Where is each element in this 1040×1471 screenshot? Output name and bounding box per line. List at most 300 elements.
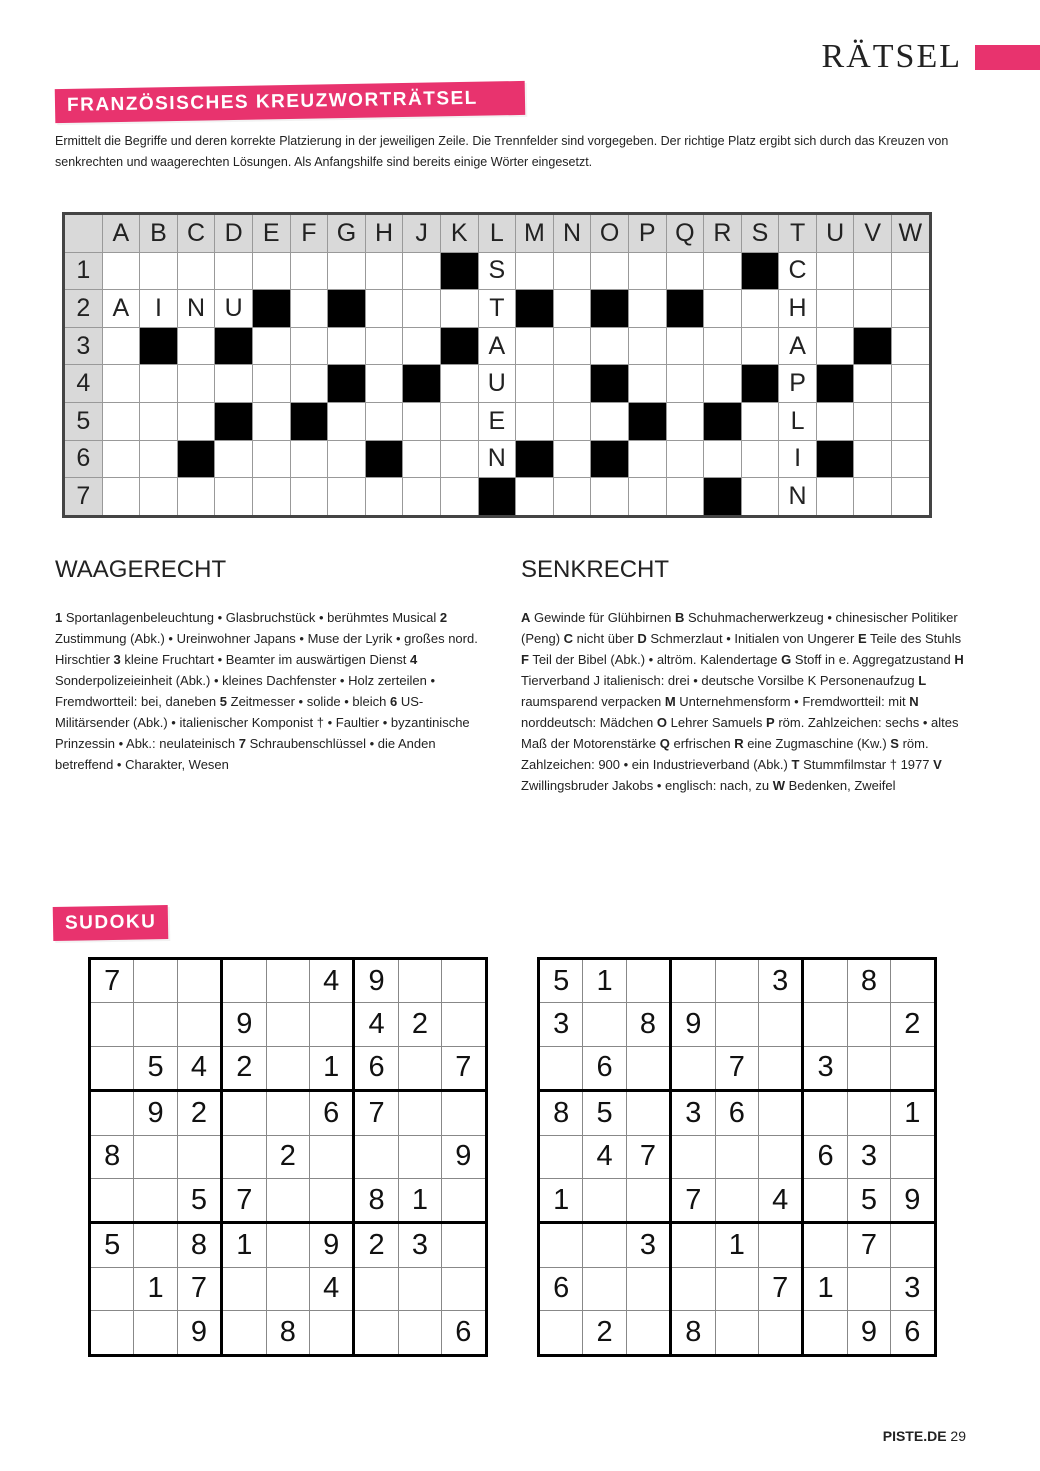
grid-cell: [252, 365, 290, 403]
grid-cell: T: [478, 290, 516, 328]
grid-cell: [666, 440, 704, 478]
sudoku-cell: [671, 1135, 715, 1178]
grid-cell: [591, 327, 629, 365]
sudoku-cell: [758, 1046, 802, 1090]
sudoku-cell: [715, 1267, 758, 1310]
sudoku-cell: [442, 1003, 486, 1046]
block-cell: [628, 402, 666, 440]
sudoku-cell: 6: [715, 1091, 758, 1135]
sudoku-cell: [583, 1003, 626, 1046]
block-cell: [215, 402, 253, 440]
column-label: J: [403, 214, 441, 253]
grid-cell: N: [779, 478, 817, 517]
column-label: E: [252, 214, 290, 253]
sudoku-cell: 7: [715, 1046, 758, 1090]
sudoku-cell: [90, 1003, 134, 1046]
sudoku-cell: [134, 1311, 177, 1355]
grid-cell: [741, 290, 779, 328]
clue-key: 5: [219, 694, 228, 709]
sudoku-cell: [583, 1178, 626, 1222]
sudoku-cell: 2: [222, 1046, 266, 1090]
sudoku-cell: [354, 1135, 398, 1178]
block-cell: [177, 440, 215, 478]
grid-cell: [365, 252, 403, 290]
sudoku-cell: [442, 959, 486, 1003]
sudoku-cell: [758, 1091, 802, 1135]
sudoku-cell: [539, 1046, 583, 1090]
grid-cell: [854, 440, 892, 478]
column-label: C: [177, 214, 215, 253]
grid-cell: [252, 402, 290, 440]
sudoku-cell: [803, 1003, 847, 1046]
grid-cell: I: [140, 290, 178, 328]
sudoku-cell: 7: [626, 1135, 670, 1178]
grid-cell: [628, 290, 666, 328]
sudoku-cell: 9: [134, 1091, 177, 1135]
sudoku-cell: [891, 1046, 935, 1090]
clue-key: P: [766, 715, 775, 730]
grid-cell: [102, 440, 140, 478]
grid-cell: [403, 440, 441, 478]
clue-key: V: [933, 757, 942, 772]
sudoku-cell: [671, 959, 715, 1003]
column-label: O: [591, 214, 629, 253]
sudoku-cell: 9: [442, 1135, 486, 1178]
sudoku-cell: 8: [354, 1178, 398, 1222]
clue-key: M: [664, 694, 676, 709]
sudoku-cell: 1: [539, 1178, 583, 1222]
clue-text: Stummfilmstar † 1977: [799, 757, 930, 772]
clue-key: A: [521, 610, 531, 625]
grid-cell: [252, 440, 290, 478]
sudoku-cell: [222, 1091, 266, 1135]
grid-cell: [215, 478, 253, 517]
sudoku-cell: [715, 1311, 758, 1355]
sudoku-cell: [758, 1223, 802, 1267]
sudoku-cell: [539, 1223, 583, 1267]
clue-text: Teil der Bibel (Abk.) • altröm. Kalendertage: [528, 652, 778, 667]
grid-cell: [628, 478, 666, 517]
block-cell: [328, 290, 366, 328]
sudoku-cell: 5: [90, 1223, 134, 1267]
grid-cell: U: [478, 365, 516, 403]
sudoku-cell: [398, 1091, 441, 1135]
sudoku-cell: [309, 1135, 353, 1178]
sudoku-cell: 5: [583, 1091, 626, 1135]
crossword-title: FRANZÖSISCHES KREUZWORTRÄTSEL: [55, 81, 526, 123]
grid-cell: [290, 365, 328, 403]
grid-cell: [140, 365, 178, 403]
sudoku-cell: [671, 1046, 715, 1090]
sudoku-cell: 2: [891, 1003, 935, 1046]
column-label: D: [215, 214, 253, 253]
sudoku-cell: [266, 1178, 309, 1222]
clue-key: G: [781, 652, 792, 667]
sudoku-cell: [803, 959, 847, 1003]
clue-text: Lehrer Samuels: [667, 715, 763, 730]
sudoku-grid-left: [88, 957, 488, 1357]
sudoku-cell: [891, 959, 935, 1003]
block-cell: [440, 327, 478, 365]
grid-cell: [215, 365, 253, 403]
sudoku-cell: [758, 1003, 802, 1046]
column-label: R: [704, 214, 742, 253]
grid-cell: [628, 365, 666, 403]
sudoku-cell: 1: [891, 1091, 935, 1135]
clue-text: Bedenken, Zweifel: [784, 778, 896, 793]
row-label: 3: [64, 327, 103, 365]
grid-cell: [854, 402, 892, 440]
sudoku-cell: [758, 1311, 802, 1355]
crossword-grid: [62, 212, 932, 518]
sudoku-cell: 6: [442, 1311, 486, 1355]
grid-cell: [102, 478, 140, 517]
grid-cell: [177, 327, 215, 365]
grid-cell: [666, 478, 704, 517]
block-cell: [328, 365, 366, 403]
block-cell: [591, 290, 629, 328]
sudoku-cell: 7: [758, 1267, 802, 1310]
sudoku-cell: 2: [398, 1003, 441, 1046]
sudoku-cell: [90, 1091, 134, 1135]
sudoku-cell: [442, 1223, 486, 1267]
sudoku-cell: 5: [177, 1178, 221, 1222]
grid-cell: [440, 290, 478, 328]
sudoku-cell: [134, 1178, 177, 1222]
grid-cell: [816, 478, 854, 517]
sudoku-cell: [442, 1267, 486, 1310]
clue-text: US-Militärsender (Abk.) • italienischer Komponist † • Faultier • byzantinische Prinzessin • Abk.: neulateinisch: [55, 694, 470, 751]
sudoku-cell: 7: [90, 959, 134, 1003]
grid-cell: [741, 327, 779, 365]
column-label: M: [516, 214, 554, 253]
footer: [883, 1428, 966, 1444]
sudoku-cell: [847, 1003, 890, 1046]
grid-cell: A: [779, 327, 817, 365]
grid-cell: [177, 402, 215, 440]
grid-cell: [892, 365, 931, 403]
clue-key: R: [734, 736, 744, 751]
sudoku-cell: 3: [803, 1046, 847, 1090]
sudoku-cell: [222, 959, 266, 1003]
sudoku-cell: [177, 1003, 221, 1046]
grid-cell: [177, 365, 215, 403]
sudoku-cell: [134, 1135, 177, 1178]
clue-text: Sonderpolizeieinheit (Abk.) • kleines Dachfenster • Holz zerteilen • Fremdwortteil: bei, daneben: [55, 673, 436, 709]
grid-cell: [252, 252, 290, 290]
sudoku-cell: 6: [803, 1135, 847, 1178]
grid-cell: [666, 402, 704, 440]
sudoku-cell: [715, 1178, 758, 1222]
grid-cell: [741, 478, 779, 517]
grid-cell: [591, 402, 629, 440]
sudoku-cell: [90, 1178, 134, 1222]
grid-cell: [704, 440, 742, 478]
clue-text: Gewinde für Glühbirnen: [530, 610, 672, 625]
sudoku-cell: [847, 1046, 890, 1090]
sudoku-cell: 5: [539, 959, 583, 1003]
sudoku-cell: 8: [90, 1135, 134, 1178]
sudoku-cell: 9: [222, 1003, 266, 1046]
clue-key: 6: [390, 694, 398, 709]
grid-cell: [328, 327, 366, 365]
grid-cell: [591, 252, 629, 290]
sudoku-cell: 5: [134, 1046, 177, 1090]
sudoku-cell: [803, 1223, 847, 1267]
sudoku-cell: [354, 1267, 398, 1310]
block-cell: [666, 290, 704, 328]
sudoku-cell: [803, 1178, 847, 1222]
sudoku-cell: 3: [758, 959, 802, 1003]
sudoku-cell: [134, 959, 177, 1003]
grid-cell: [328, 402, 366, 440]
grid-cell: [440, 478, 478, 517]
sudoku-cell: [715, 1135, 758, 1178]
sudoku-cell: [626, 1178, 670, 1222]
grid-cell: H: [779, 290, 817, 328]
clue-text: Stoff in e. Aggregatzustand: [791, 652, 951, 667]
sudoku-cell: 6: [891, 1311, 935, 1355]
sudoku-cell: [671, 1223, 715, 1267]
page-number: 29: [950, 1428, 966, 1444]
sudoku-cell: 3: [539, 1003, 583, 1046]
grid-cell: N: [177, 290, 215, 328]
grid-cell: [741, 402, 779, 440]
block-cell: [290, 402, 328, 440]
sudoku-cell: [266, 1091, 309, 1135]
sudoku-cell: [442, 1178, 486, 1222]
column-label: B: [140, 214, 178, 253]
clue-key: O: [656, 715, 668, 730]
grid-cell: [892, 327, 931, 365]
clue-text: Tierverband J italienisch: drei • deutsche Vorsilbe K Personenaufzug: [521, 673, 915, 688]
grid-cell: [854, 365, 892, 403]
clue-key: T: [791, 757, 800, 772]
block-cell: [478, 478, 516, 517]
clue-key: Q: [659, 736, 670, 751]
clue-text: raumsparend verpacken: [521, 694, 662, 709]
grid-cell: [816, 252, 854, 290]
row-label: 5: [64, 402, 103, 440]
sudoku-cell: [758, 1135, 802, 1178]
block-cell: [816, 365, 854, 403]
block-cell: [741, 252, 779, 290]
sudoku-cell: [583, 1223, 626, 1267]
grid-cell: [666, 327, 704, 365]
block-cell: [403, 365, 441, 403]
grid-cell: [140, 478, 178, 517]
grid-cell: [215, 252, 253, 290]
sudoku-cell: [671, 1267, 715, 1310]
sudoku-cell: 9: [847, 1311, 890, 1355]
column-label: N: [553, 214, 591, 253]
sudoku-cell: 8: [847, 959, 890, 1003]
sudoku-cell: 1: [222, 1223, 266, 1267]
clue-text: röm. Zahlzeichen: 900 • ein Industrieverband (Abk.): [521, 736, 929, 772]
block-cell: [516, 290, 554, 328]
sudoku-cell: 1: [715, 1223, 758, 1267]
sudoku-cell: [626, 1311, 670, 1355]
grid-cell: [252, 478, 290, 517]
grid-cell: [816, 290, 854, 328]
grid-cell: [553, 402, 591, 440]
across-heading: WAAGERECHT: [55, 556, 227, 583]
grid-cell: [102, 252, 140, 290]
sudoku-cell: 4: [309, 959, 353, 1003]
clue-text: Unternehmensform • Fremdwortteil: mit: [675, 694, 906, 709]
grid-cell: [365, 365, 403, 403]
grid-cell: [440, 402, 478, 440]
column-label: T: [779, 214, 817, 253]
sudoku-cell: 1: [398, 1178, 441, 1222]
grid-cell: L: [779, 402, 817, 440]
sudoku-cell: 8: [266, 1311, 309, 1355]
grid-cell: U: [215, 290, 253, 328]
grid-cell: S: [478, 252, 516, 290]
block-cell: [741, 365, 779, 403]
sudoku-cell: [90, 1311, 134, 1355]
sudoku-cell: [309, 1178, 353, 1222]
grid-cell: [816, 402, 854, 440]
sudoku-cell: [398, 1046, 441, 1090]
sudoku-cell: 8: [671, 1311, 715, 1355]
clue-text: Zeitmesser • solide • bleich: [227, 694, 387, 709]
grid-cell: [290, 252, 328, 290]
column-label: U: [816, 214, 854, 253]
grid-cell: [215, 440, 253, 478]
block-cell: [516, 440, 554, 478]
sudoku-cell: [803, 1091, 847, 1135]
grid-cell: [892, 402, 931, 440]
sudoku-cell: 3: [671, 1091, 715, 1135]
down-clues: [521, 607, 966, 796]
column-label: K: [440, 214, 478, 253]
grid-cell: [553, 327, 591, 365]
column-label: P: [628, 214, 666, 253]
grid-cell: [741, 440, 779, 478]
grid-cell: [328, 440, 366, 478]
grid-cell: [365, 402, 403, 440]
sudoku-cell: [626, 1267, 670, 1310]
sudoku-cell: [134, 1003, 177, 1046]
row-label: 7: [64, 478, 103, 517]
clue-text: Zwillingsbruder Jakobs • englisch: nach, zu: [521, 778, 770, 793]
sudoku-cell: [266, 959, 309, 1003]
grid-cell: [102, 365, 140, 403]
column-label: L: [478, 214, 516, 253]
clue-text: nicht über: [573, 631, 634, 646]
sudoku-cell: [715, 959, 758, 1003]
grid-cell: [516, 365, 554, 403]
sudoku-cell: [266, 1267, 309, 1310]
clue-key: W: [772, 778, 785, 793]
grid-cell: [365, 290, 403, 328]
sudoku-cell: [266, 1003, 309, 1046]
clue-key: F: [521, 652, 529, 667]
sudoku-cell: 9: [309, 1223, 353, 1267]
grid-cell: [140, 440, 178, 478]
grid-cell: [704, 252, 742, 290]
sudoku-cell: 1: [309, 1046, 353, 1090]
sudoku-cell: 1: [134, 1267, 177, 1310]
sudoku-cell: [134, 1223, 177, 1267]
grid-cell: [553, 252, 591, 290]
sudoku-cell: 9: [671, 1003, 715, 1046]
block-cell: [816, 440, 854, 478]
grid-cell: [440, 365, 478, 403]
grid-cell: [140, 252, 178, 290]
sudoku-cell: 5: [847, 1178, 890, 1222]
column-label: F: [290, 214, 328, 253]
sudoku-cell: [626, 1046, 670, 1090]
grid-cell: [328, 252, 366, 290]
sudoku-cell: 3: [847, 1135, 890, 1178]
clue-key: H: [954, 652, 964, 667]
grid-cell: [365, 327, 403, 365]
sudoku-cell: 7: [177, 1267, 221, 1310]
column-label: A: [102, 214, 140, 253]
down-heading: SENKRECHT: [521, 556, 670, 583]
sudoku-cell: 1: [583, 959, 626, 1003]
grid-cell: [704, 327, 742, 365]
grid-cell: [252, 327, 290, 365]
sudoku-cell: 7: [671, 1178, 715, 1222]
grid-cell: [403, 290, 441, 328]
sudoku-cell: [266, 1223, 309, 1267]
block-cell: [854, 327, 892, 365]
grid-cell: A: [102, 290, 140, 328]
sudoku-title: SUDOKU: [53, 905, 169, 941]
sudoku-cell: [309, 1003, 353, 1046]
clue-key: 4: [410, 652, 418, 667]
sudoku-cell: [398, 1135, 441, 1178]
sudoku-cell: [90, 1046, 134, 1090]
grid-cell: [403, 252, 441, 290]
sudoku-cell: 9: [354, 959, 398, 1003]
row-label: 4: [64, 365, 103, 403]
clue-key: 1: [55, 610, 63, 625]
sudoku-cell: [90, 1267, 134, 1310]
sudoku-cell: 3: [891, 1267, 935, 1310]
grid-cell: [628, 440, 666, 478]
clue-text: Schmerzlaut • Initialen von Ungerer: [646, 631, 855, 646]
clue-text: Schuhmacherwerkzeug • chinesischer Politiker (Peng): [521, 610, 958, 646]
block-cell: [440, 252, 478, 290]
grid-cell: [290, 327, 328, 365]
grid-cell: I: [779, 440, 817, 478]
sudoku-cell: 2: [583, 1311, 626, 1355]
grid-cell: [892, 478, 931, 517]
block-cell: [591, 440, 629, 478]
grid-cell: [553, 440, 591, 478]
row-label: 6: [64, 440, 103, 478]
clue-text: Schraubenschlüssel • die Anden betreffend • Charakter, Wesen: [55, 736, 436, 772]
grid-cell: N: [478, 440, 516, 478]
grid-cell: [553, 478, 591, 517]
sudoku-cell: 3: [626, 1223, 670, 1267]
sudoku-cell: [398, 1311, 441, 1355]
sudoku-cell: 4: [583, 1135, 626, 1178]
clue-text: norddeutsch: Mädchen: [521, 715, 654, 730]
sudoku-cell: 4: [177, 1046, 221, 1090]
grid-cell: [854, 290, 892, 328]
grid-cell: [177, 478, 215, 517]
grid-cell: [102, 402, 140, 440]
clue-key: N: [909, 694, 919, 709]
block-cell: [704, 402, 742, 440]
sudoku-cell: 9: [891, 1178, 935, 1222]
clue-key: E: [857, 631, 867, 646]
